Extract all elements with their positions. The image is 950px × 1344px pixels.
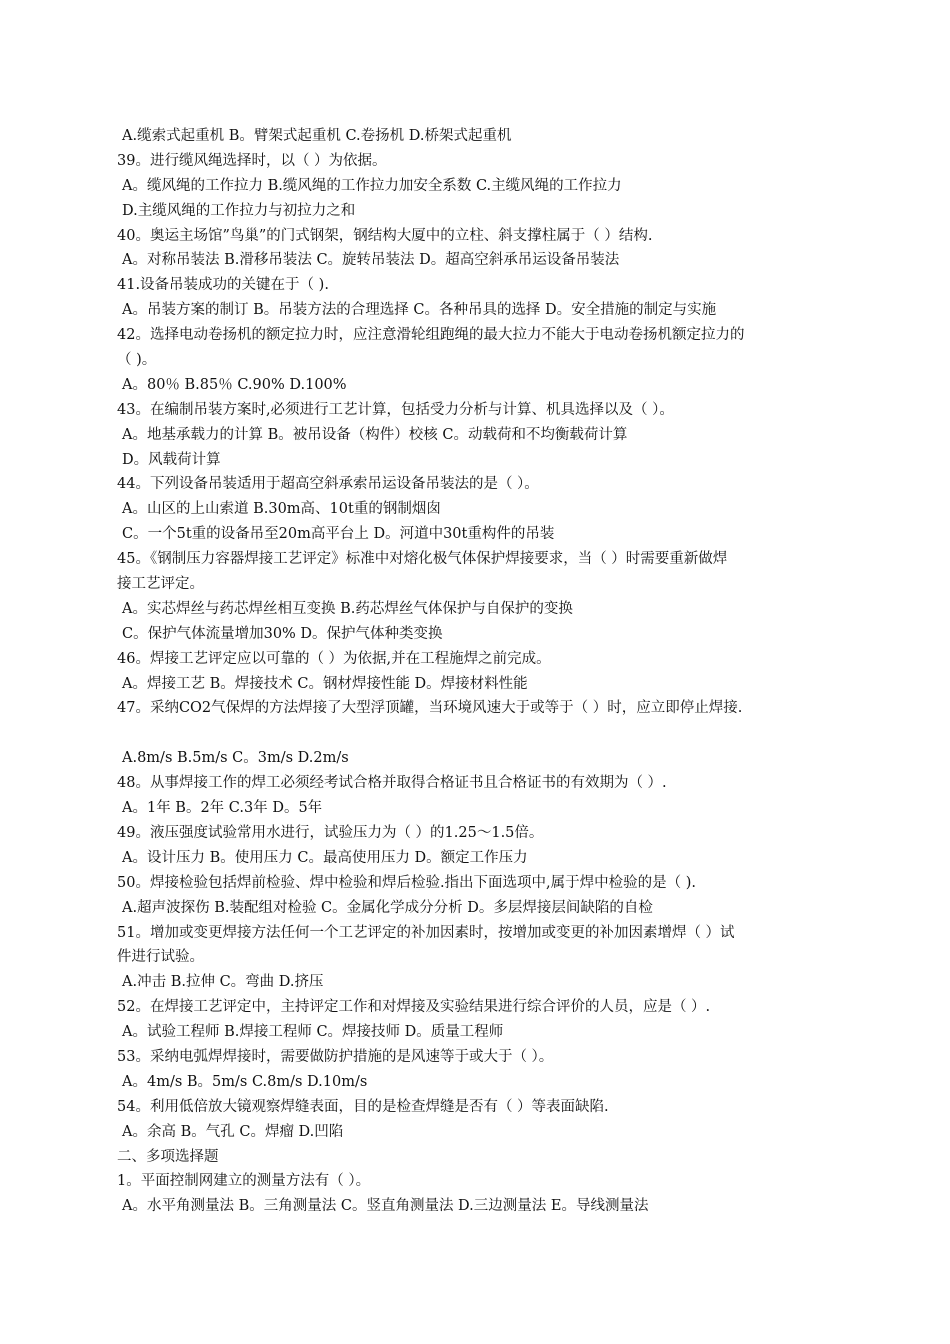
text-line: A。1年 B。2年 C.3年 D。5年	[122, 800, 323, 817]
text-line: D。风载荷计算	[122, 451, 221, 468]
text-line: 48。从事焊接工作的焊工必须经考试合格并取得合格证书且合格证书的有效期为（ ）.	[117, 775, 667, 792]
document-body	[117, 124, 837, 1219]
text-line: 二、多项选择题	[117, 1148, 219, 1165]
text-line: A。山区的上山索道 B.30m高、10t重的钢制烟囱	[122, 501, 441, 518]
text-line: D.主缆风绳的工作拉力与初拉力之和	[122, 202, 356, 219]
text-line: （ )。	[117, 352, 157, 369]
text-line: A.超声波探伤 B.装配组对检验 C。金属化学成分分析 D。多层焊接层间缺陷的自检	[122, 899, 653, 916]
text-line: A.冲击 B.拉伸 C。弯曲 D.挤压	[122, 974, 324, 991]
text-line: 46。焊接工艺评定应以可靠的（ ）为依据,并在工程施焊之前完成。	[117, 650, 551, 667]
text-line: A。试验工程师 B.焊接工程师 C。焊接技师 D。质量工程师	[122, 1024, 504, 1041]
text-line: 49。液压强度试验常用水进行，试验压力为（ ）的1.25～1.5倍。	[117, 824, 544, 841]
text-line: 43。在编制吊装方案时,必须进行工艺计算，包括受力分析与计算、机具选择以及（ ）。	[117, 401, 674, 418]
text-line: A.8m/s B.5m/s C。3m/s D.2m/s	[122, 750, 349, 767]
text-line: 41.设备吊装成功的关键在于（ ).	[117, 277, 329, 294]
text-line: A。地基承载力的计算 B。被吊设备（构件）校核 C。动载荷和不均衡载荷计算	[122, 426, 628, 443]
text-line: 45。《钢制压力容器焊接工艺评定》标准中对熔化极气体保护焊接要求，当（ ）时需要重新做焊	[117, 551, 728, 568]
text-line: A。水平角测量法 B。三角测量法 C。竖直角测量法 D.三边测量法 E。导线测量法	[122, 1198, 649, 1215]
text-line: 53。采纳电弧焊焊接时，需要做防护措施的是风速等于或大于（ ）。	[117, 1048, 554, 1065]
text-line: 39。进行缆风绳选择时，以（ ）为依据。	[117, 152, 387, 169]
text-line: A。对称吊装法 B.滑移吊装法 C。旋转吊装法 D。超高空斜承吊运设备吊装法	[122, 252, 620, 269]
text-line: A.缆索式起重机 B。臂架式起重机 C.卷扬机 D.桥架式起重机	[122, 128, 512, 144]
text-line: A。实芯焊丝与药芯焊丝相互变换 B.药芯焊丝气体保护与自保护的变换	[122, 600, 573, 617]
blank-line	[117, 721, 837, 746]
text-line: 件进行试验。	[117, 949, 204, 966]
text-line: 50。焊接检验包括焊前检验、焊中检验和焊后检验.指出下面选项中,属于焊中检验的是（ ).	[117, 874, 697, 891]
text-line: C。保护气体流量增加30% D。保护气体种类变换	[122, 625, 443, 642]
text-line: 44。下列设备吊装适用于超高空斜承索吊运设备吊装法的是（ ）。	[117, 476, 539, 493]
text-line: C。一个5t重的设备吊至20m高平台上 D。河道中30t重构件的吊装	[122, 526, 555, 543]
text-line: 42。选择电动卷扬机的额定拉力时，应注意滑轮组跑绳的最大拉力不能大于电动卷扬机额定拉力的	[117, 327, 745, 344]
text-line: 1。平面控制网建立的测量方法有（ ）。	[117, 1173, 371, 1190]
text-line: 47。采纳CO2气保焊的方法焊接了大型浮顶罐，当环境风速大于或等于（ ）时，应立即停止焊接.	[117, 700, 743, 717]
text-line: A。80％ B.85％ C.90% D.100%	[122, 376, 347, 393]
text-line: A。余高 B。气孔 C。焊瘤 D.凹陷	[122, 1123, 344, 1140]
text-line: A。吊装方案的制订 B。吊装方法的合理选择 C。各种吊具的选择 D。安全措施的制定与实施	[122, 302, 717, 319]
text-line: 52。在焊接工艺评定中，主持评定工作和对焊接及实验结果进行综合评价的人员，应是（ ）.	[117, 999, 711, 1016]
text-line: A。4m/s B。5m/s C.8m/s D.10m/s	[122, 1073, 368, 1090]
text-line: 接工艺评定。	[117, 576, 204, 593]
text-line: 40。奥运主场馆”鸟巢”的门式钢架，钢结构大厦中的立柱、斜支撑柱属于（ ）结构.	[117, 227, 653, 244]
text-line: 54。利用低倍放大镜观察焊缝表面，目的是检查焊缝是否有（ ）等表面缺陷.	[117, 1098, 609, 1115]
text-line: A。设计压力 B。使用压力 C。最高使用压力 D。额定工作压力	[122, 849, 528, 866]
text-line: A。焊接工艺 B。焊接技术 C。钢材焊接性能 D。焊接材料性能	[122, 675, 528, 692]
text-line: A。缆风绳的工作拉力 B.缆风绳的工作拉力加安全系数 C.主缆风绳的工作拉力	[122, 177, 622, 194]
text-line: 51。增加或变更焊接方法任何一个工艺评定的补加因素时，按增加或变更的补加因素增焊（ ）试	[117, 924, 735, 941]
